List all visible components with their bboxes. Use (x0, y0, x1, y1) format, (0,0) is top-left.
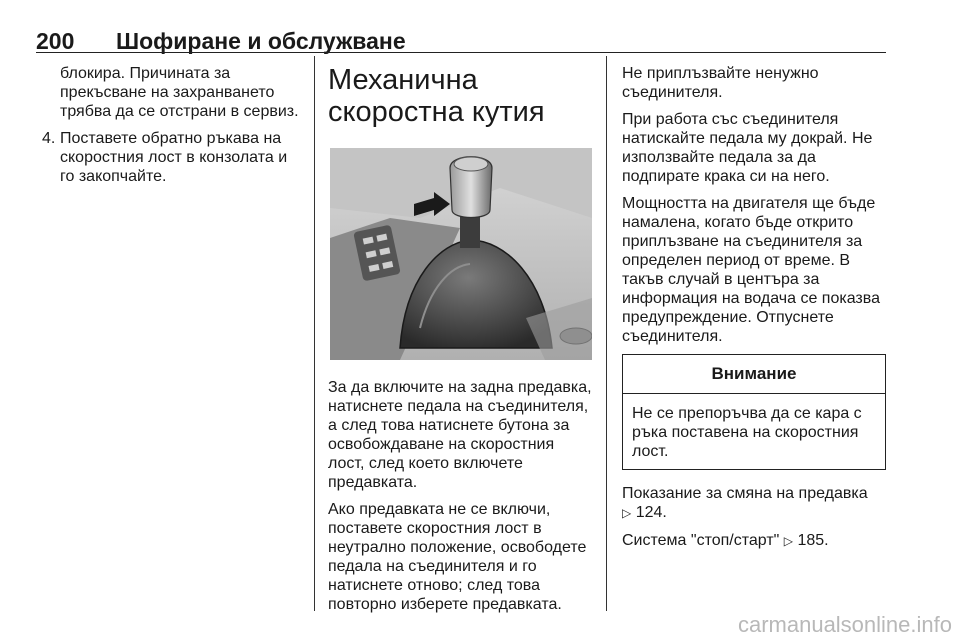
column-3 (622, 64, 886, 559)
list-item-step-4 (38, 129, 300, 186)
paragraph-clutch-slip: Не приплъзвайте ненужно съединителя. (622, 65, 819, 101)
warning-title: Внимание (623, 355, 885, 394)
reference-stop-start[interactable] (622, 531, 886, 551)
column-2 (328, 64, 593, 622)
warning-box (622, 354, 886, 470)
reference-page: 124. (635, 504, 667, 521)
page-number: 200 (36, 28, 75, 54)
paragraph-reverse-gear: За да включите на задна предавка, натиснете педала на съединителя, а след това натиснете бутона за освобождаване на скоростния лост, след което включете предавката. (328, 379, 592, 491)
watermark-text: carmanualsonline.info (737, 612, 952, 637)
gear-shift-lever-photo (330, 148, 592, 360)
reference-shift-indicator[interactable] (622, 484, 886, 523)
section-title: Механична скоростна кутия (328, 64, 545, 128)
page-reference-icon: ▷ (783, 534, 794, 548)
paragraph-gear-not-engaged: Ако предавката не се включи, поставете скоростния лост в неутрално положение, освободете педала на съединителя и го натиснете отново; след това повторно изберете предавката. (328, 501, 587, 613)
paragraph-engine-power: Мощността на двигателя ще бъде намалена, когато бъде открито приплъзване на съединителя за определен период от време. В такъв случай в центъра за информация на водача се показва предупреждение. Отпуснете съединителя. (622, 195, 880, 345)
chapter-title: Шофиране и обслужване (116, 28, 406, 54)
header-rule (36, 52, 886, 53)
paragraph-clutch-pedal: При работа със съединителя натискайте педала му докрай. Не използвайте педала за да подпирате крака си на него. (622, 111, 873, 185)
continuation-text: блокира. Причината за прекъсване на захранването трябва да се отстрани в сервиз. (60, 65, 299, 120)
column-1 (38, 64, 300, 186)
reference-page: 185. (797, 532, 829, 549)
page-header (36, 28, 886, 52)
column-divider-2 (606, 56, 607, 611)
column-divider-1 (314, 56, 315, 611)
reference-text: Система "стоп/старт" (622, 532, 780, 549)
warning-text: Не се препоръчва да се кара с ръка поставена на скоростния лост. (632, 405, 862, 460)
step-number: 4. (42, 130, 56, 147)
reference-text: Показание за смяна на предавка (622, 485, 868, 502)
page-reference-icon: ▷ (622, 506, 632, 520)
step-text: Поставете обратно ръкава на скоростния лост в конзолата и го закопчайте. (60, 130, 288, 185)
